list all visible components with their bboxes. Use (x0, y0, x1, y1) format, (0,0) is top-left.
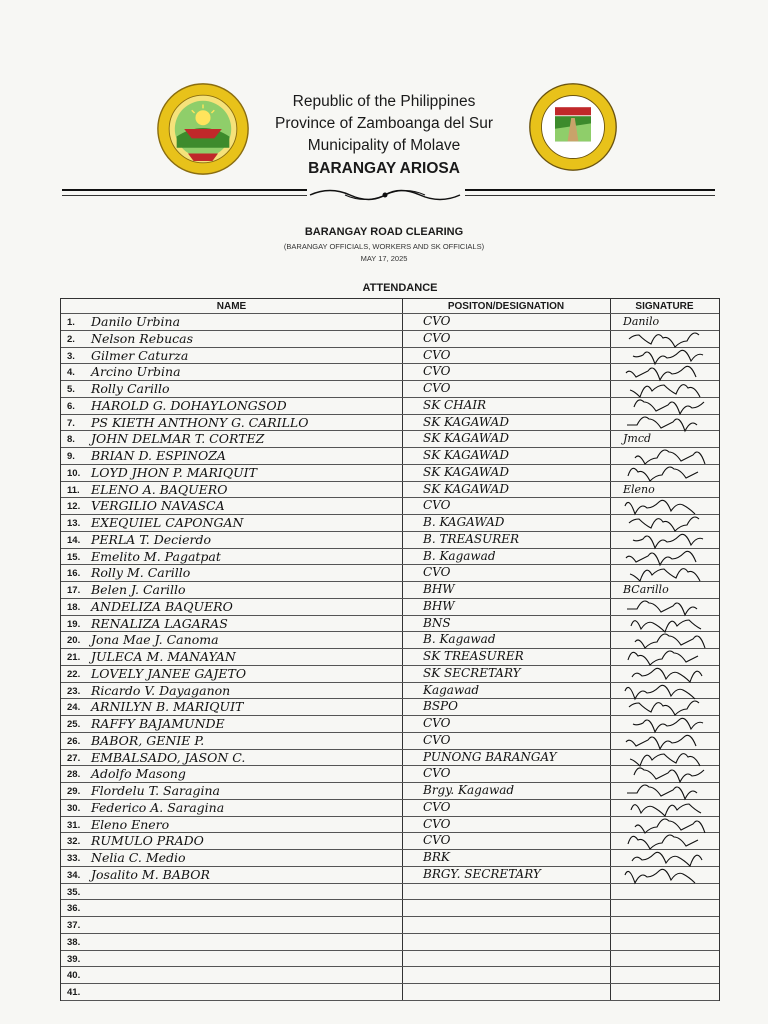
attendee-signature-text: Jmcd (623, 432, 652, 446)
signature-scribble (617, 461, 713, 483)
attendee-position: BHW (423, 582, 455, 596)
attendee-signature-text: BCarillo (623, 583, 669, 596)
header-municipality: Municipality of Molave (307, 137, 461, 154)
row-number: 4. (67, 367, 75, 379)
table-row (61, 917, 719, 934)
row-number: 7. (67, 417, 75, 429)
attendee-position: CVO (423, 498, 451, 513)
attendee-position: BSPO (423, 699, 458, 714)
attendee-position: BHW (423, 598, 455, 613)
attendee-name: Danilo Urbina (91, 314, 181, 329)
attendee-name: Adolfo Masong (91, 766, 186, 782)
row-number: 12. (67, 501, 81, 513)
attendee-name: ANDELIZA BAQUERO (91, 598, 233, 614)
attendee-name: Nelson Rebucas (91, 330, 194, 346)
row-number: 3. (67, 350, 75, 362)
attendee-name: Federico A. Saragina (91, 799, 225, 815)
signature-scribble (617, 561, 713, 583)
row-number: 37. (67, 920, 81, 931)
attendee-name: PERLA T. Decierdo (91, 531, 212, 547)
attendee-name: Nelia C. Medio (91, 850, 186, 865)
row-number: 5. (67, 384, 75, 395)
row-number: 15. (67, 551, 81, 563)
attendee-position: CVO (423, 799, 451, 814)
table-row (61, 565, 719, 582)
molave-municipal-seal (528, 82, 618, 172)
attendee-position: CVO (423, 766, 451, 781)
row-number: 39. (67, 953, 81, 965)
attendee-name: HAROLD G. DOHAYLONGSOD (91, 397, 287, 413)
column-header-position: POSITON/DESIGNATION (447, 301, 565, 312)
row-number: 40. (67, 970, 81, 982)
row-number: 17. (67, 585, 81, 596)
attendee-name: Eleno Enero (91, 816, 170, 832)
row-number: 32. (67, 836, 81, 848)
table-row (61, 967, 719, 984)
event-date: MAY 17, 2025 (360, 254, 408, 263)
table-row (61, 415, 719, 432)
row-number: 22. (67, 668, 81, 680)
attendee-name: LOVELY JANEE GAJETO (91, 665, 247, 681)
attendee-name: RUMULO PRADO (91, 833, 204, 849)
attendee-name: Rolly M. Carillo (91, 565, 191, 581)
attendee-position: SK KAGAWAD (423, 414, 509, 429)
attendee-name: PS KIETH ANTHONY G. CARILLO (91, 414, 309, 430)
row-number: 35. (67, 886, 81, 898)
attendee-position: SK TREASURER (423, 649, 524, 663)
attendee-position: SK KAGAWAD (423, 431, 509, 446)
row-number: 9. (67, 451, 75, 462)
attendee-name: EXEQUIEL CAPONGAN (91, 515, 244, 530)
attendee-name: JOHN DELMAR T. CORTEZ (91, 431, 265, 447)
attendee-position: CVO (423, 330, 451, 345)
attendee-position: CVO (423, 833, 451, 848)
header-rule-right-thin (465, 195, 715, 196)
attendee-position: B. KAGAWAD (423, 515, 505, 529)
row-number: 23. (67, 685, 81, 697)
row-number: 29. (67, 786, 81, 797)
attendee-position: CVO (423, 381, 451, 395)
row-number: 16. (67, 568, 81, 580)
row-number: 18. (67, 601, 81, 613)
table-row (61, 465, 719, 482)
attendee-position: CVO (423, 732, 451, 747)
row-number: 25. (67, 719, 81, 730)
attendee-name: BRIAN D. ESPINOZA (91, 448, 226, 463)
signature-scribble (617, 411, 713, 433)
attendee-signature-text: Danilo (623, 315, 660, 328)
attendee-name: Rolly Carillo (91, 381, 170, 396)
row-number: 30. (67, 802, 81, 814)
column-header-name: NAME (216, 301, 247, 312)
attendee-name: VERGILIO NAVASCA (91, 498, 225, 514)
row-number: 10. (67, 467, 81, 479)
row-number: 31. (67, 819, 81, 831)
table-row (61, 884, 719, 901)
attendee-position: CVO (423, 314, 451, 328)
header-rule-left-thin (62, 195, 307, 196)
table-row (61, 867, 719, 884)
row-number: 14. (67, 534, 81, 546)
attendee-position: CVO (423, 347, 451, 362)
table-row (61, 934, 719, 951)
attendee-position: SK KAGAWAD (423, 448, 509, 462)
attendee-name: Flordelu T. Saragina (91, 783, 220, 798)
signature-scribble (617, 863, 713, 885)
attendee-position: B. Kagawad (423, 632, 496, 647)
row-number: 8. (67, 434, 75, 446)
header-rule-right (465, 189, 715, 191)
attendee-name: Belen J. Carillo (91, 582, 186, 597)
row-number: 13. (67, 518, 81, 529)
column-header-signature: SIGNATURE (635, 301, 694, 312)
event-title: BARANGAY ROAD CLEARING (304, 226, 464, 238)
attendee-name: BABOR, GENIE P. (91, 732, 205, 748)
row-number: 38. (67, 936, 81, 948)
row-number: 34. (67, 869, 81, 881)
attendee-name: Jona Mae J. Canoma (91, 632, 219, 648)
attendee-position: CVO (423, 716, 451, 730)
attendee-position: Brgy. Kagawad (423, 783, 515, 797)
attendee-signature-text: Eleno (623, 482, 655, 496)
row-number: 19. (67, 618, 81, 630)
row-number: 24. (67, 702, 81, 714)
attendee-name: Gilmer Caturza (91, 347, 189, 363)
header-republic: Republic of the Philippines (292, 93, 476, 110)
attendee-name: LOYD JHON P. MARIQUIT (91, 464, 257, 480)
row-number: 11. (67, 484, 80, 496)
attendee-name: ARNILYN B. MARIQUIT (91, 699, 244, 715)
row-number: 1. (67, 317, 75, 328)
attendee-position: PUNONG BARANGAY (423, 749, 557, 764)
attendance-heading: ATTENDANCE (362, 282, 438, 294)
attendee-position: CVO (423, 816, 451, 831)
attendee-position: SK KAGAWAD (423, 481, 509, 496)
attendee-position: B. TREASURER (423, 531, 520, 546)
attendee-name: ELENO A. BAQUERO (91, 481, 228, 497)
row-number: 41. (67, 987, 81, 998)
row-number: 28. (67, 769, 81, 781)
attendee-position: BRK (423, 850, 450, 864)
attendee-name: RENALIZA LAGARAS (91, 615, 228, 631)
event-subtitle: (BARANGAY OFFICIALS, WORKERS AND SK OFFICIALS) (283, 242, 485, 251)
header-rule-left (62, 189, 307, 191)
attendee-name: RAFFY BAJAMUNDE (91, 716, 225, 731)
attendee-name: EMBALSADO, JASON C. (91, 749, 246, 765)
row-number: 26. (67, 735, 81, 747)
attendee-position: CVO (423, 565, 451, 580)
row-number: 33. (67, 853, 81, 864)
attendee-name: JULECA M. MANAYAN (91, 649, 236, 664)
attendee-position: SK CHAIR (423, 397, 487, 412)
row-number: 20. (67, 635, 81, 647)
attendee-position: B. Kagawad (423, 548, 496, 563)
table-row (61, 900, 719, 917)
barangay-ariosa-seal (156, 82, 250, 176)
row-number: 36. (67, 903, 81, 915)
attendee-position: CVO (423, 364, 451, 379)
row-number: 6. (67, 400, 75, 412)
table-row (61, 984, 719, 1001)
table-row (61, 951, 719, 968)
header-flourish-ornament (305, 184, 465, 206)
attendee-name: Josalito M. BABOR (91, 866, 210, 882)
attendee-position: SK KAGAWAD (423, 464, 509, 479)
attendee-position: BNS (423, 615, 451, 630)
header-province: Province of Zamboanga del Sur (275, 115, 493, 132)
attendee-name: Ricardo V. Dayaganon (91, 682, 231, 698)
attendance-table (60, 298, 720, 1001)
table-header-row (61, 299, 719, 314)
row-number: 21. (67, 652, 81, 663)
attendee-name: Emelito M. Pagatpat (91, 548, 221, 564)
row-number: 27. (67, 752, 81, 764)
attendee-position: BRGY. SECRETARY (423, 866, 541, 881)
attendee-position: Kagawad (423, 682, 480, 697)
attendee-position: SK SECRETARY (423, 665, 521, 680)
header-barangay: BARANGAY ARIOSA (308, 160, 460, 177)
row-number: 2. (67, 333, 75, 345)
attendee-name: Arcino Urbina (91, 364, 181, 380)
